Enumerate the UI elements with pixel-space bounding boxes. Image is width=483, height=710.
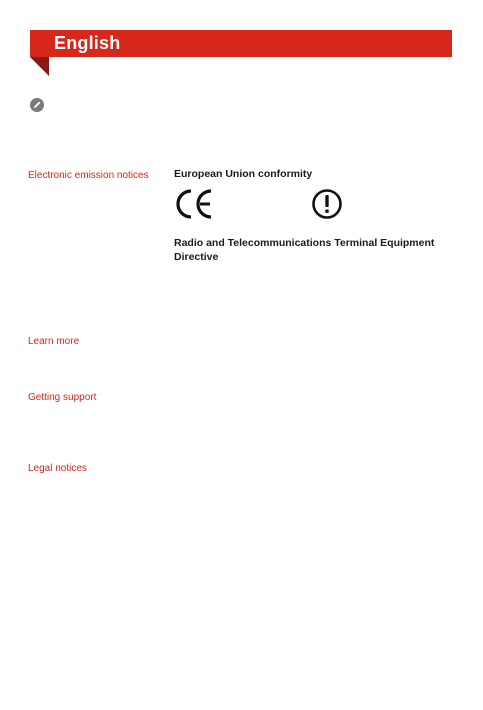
rtte-directive-text: Radio and Telecommunications Terminal Equipment Directive — [174, 237, 435, 263]
language-banner — [30, 30, 452, 57]
eu-conformity-heading: European Union conformity — [174, 168, 313, 180]
banner-fold — [30, 57, 49, 76]
ce-mark-icon — [174, 188, 214, 220]
section-heading-legal-notices: Legal notices — [28, 463, 87, 474]
section-heading-getting-support: Getting support — [28, 392, 97, 403]
section-heading-learn-more: Learn more — [28, 336, 80, 347]
section-heading-electronic-emission: Electronic emission notices — [28, 170, 149, 181]
page-title: English — [54, 33, 121, 53]
pencil-icon — [30, 98, 44, 112]
alert-mark-icon — [311, 188, 343, 220]
